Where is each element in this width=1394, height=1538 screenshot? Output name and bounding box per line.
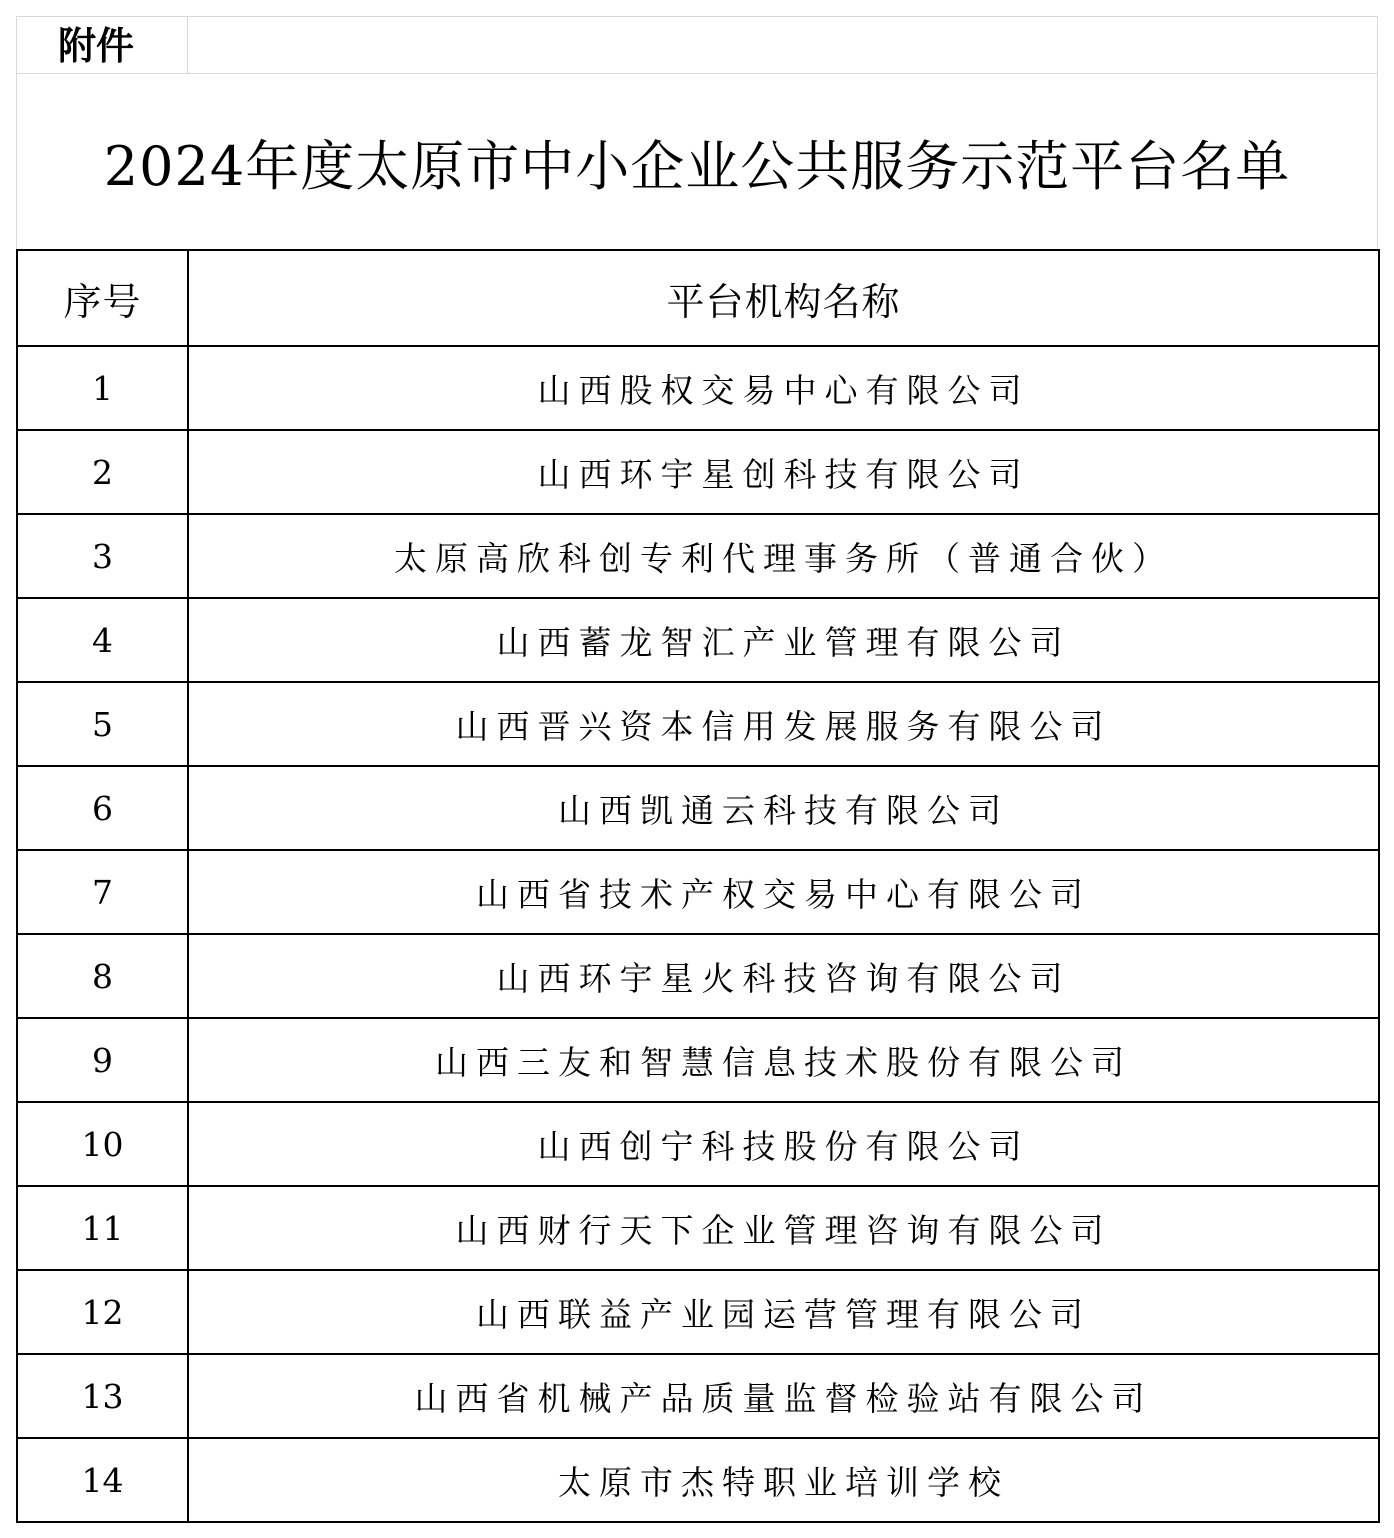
table-row [17, 1018, 1379, 1102]
table-row [17, 514, 1379, 598]
sheet-gridline-under-attachment [16, 73, 1378, 74]
row-platform-name: 山西三友和智慧信息技术股份有限公司 [188, 1018, 1379, 1102]
row-platform-name: 山西创宁科技股份有限公司 [188, 1102, 1379, 1186]
row-serial-number: 8 [17, 934, 188, 1018]
row-serial-number: 13 [17, 1354, 188, 1438]
row-serial-number: 11 [17, 1186, 188, 1270]
row-platform-name: 山西股权交易中心有限公司 [188, 346, 1379, 430]
table-row [17, 682, 1379, 766]
sheet-gridline-attachment-divider [187, 16, 188, 73]
row-serial-number: 3 [17, 514, 188, 598]
row-platform-name: 山西省技术产权交易中心有限公司 [188, 850, 1379, 934]
row-platform-name: 山西蓄龙智汇产业管理有限公司 [188, 598, 1379, 682]
row-serial-number: 7 [17, 850, 188, 934]
row-serial-number: 9 [17, 1018, 188, 1102]
table-row [17, 1438, 1379, 1522]
platform-list-table [16, 249, 1380, 1523]
table-row [17, 850, 1379, 934]
row-platform-name: 山西联益产业园运营管理有限公司 [188, 1270, 1379, 1354]
row-platform-name: 山西环宇星创科技有限公司 [188, 430, 1379, 514]
row-serial-number: 5 [17, 682, 188, 766]
row-platform-name: 山西财行天下企业管理咨询有限公司 [188, 1186, 1379, 1270]
row-serial-number: 12 [17, 1270, 188, 1354]
table-row [17, 934, 1379, 1018]
row-platform-name: 太原市杰特职业培训学校 [188, 1438, 1379, 1522]
table-row [17, 1270, 1379, 1354]
row-serial-number: 6 [17, 766, 188, 850]
table-row [17, 1354, 1379, 1438]
row-platform-name: 山西环宇星火科技咨询有限公司 [188, 934, 1379, 1018]
row-serial-number: 14 [17, 1438, 188, 1522]
row-serial-number: 1 [17, 346, 188, 430]
row-serial-number: 4 [17, 598, 188, 682]
document-title: 2024年度太原市中小企业公共服务示范平台名单 [103, 135, 1291, 198]
row-serial-number: 2 [17, 430, 188, 514]
sheet-gridline-right [1377, 16, 1378, 250]
row-platform-name: 太原高欣科创专利代理事务所（普通合伙） [188, 514, 1379, 598]
attachment-label: 附件 [58, 24, 135, 68]
table-row [17, 598, 1379, 682]
table-row [17, 766, 1379, 850]
table-row [17, 1102, 1379, 1186]
sheet-gridline-left [16, 16, 17, 250]
table-row [17, 430, 1379, 514]
table-row [17, 1186, 1379, 1270]
sheet-gridline-top [16, 16, 1378, 17]
table-row [17, 346, 1379, 430]
row-platform-name: 山西凯通云科技有限公司 [188, 766, 1379, 850]
row-platform-name: 山西晋兴资本信用发展服务有限公司 [188, 682, 1379, 766]
header-platform-name: 平台机构名称 [188, 250, 1379, 346]
row-platform-name: 山西省机械产品质量监督检验站有限公司 [188, 1354, 1379, 1438]
table-header-row [17, 250, 1379, 346]
header-serial-number: 序号 [17, 250, 188, 346]
row-serial-number: 10 [17, 1102, 188, 1186]
